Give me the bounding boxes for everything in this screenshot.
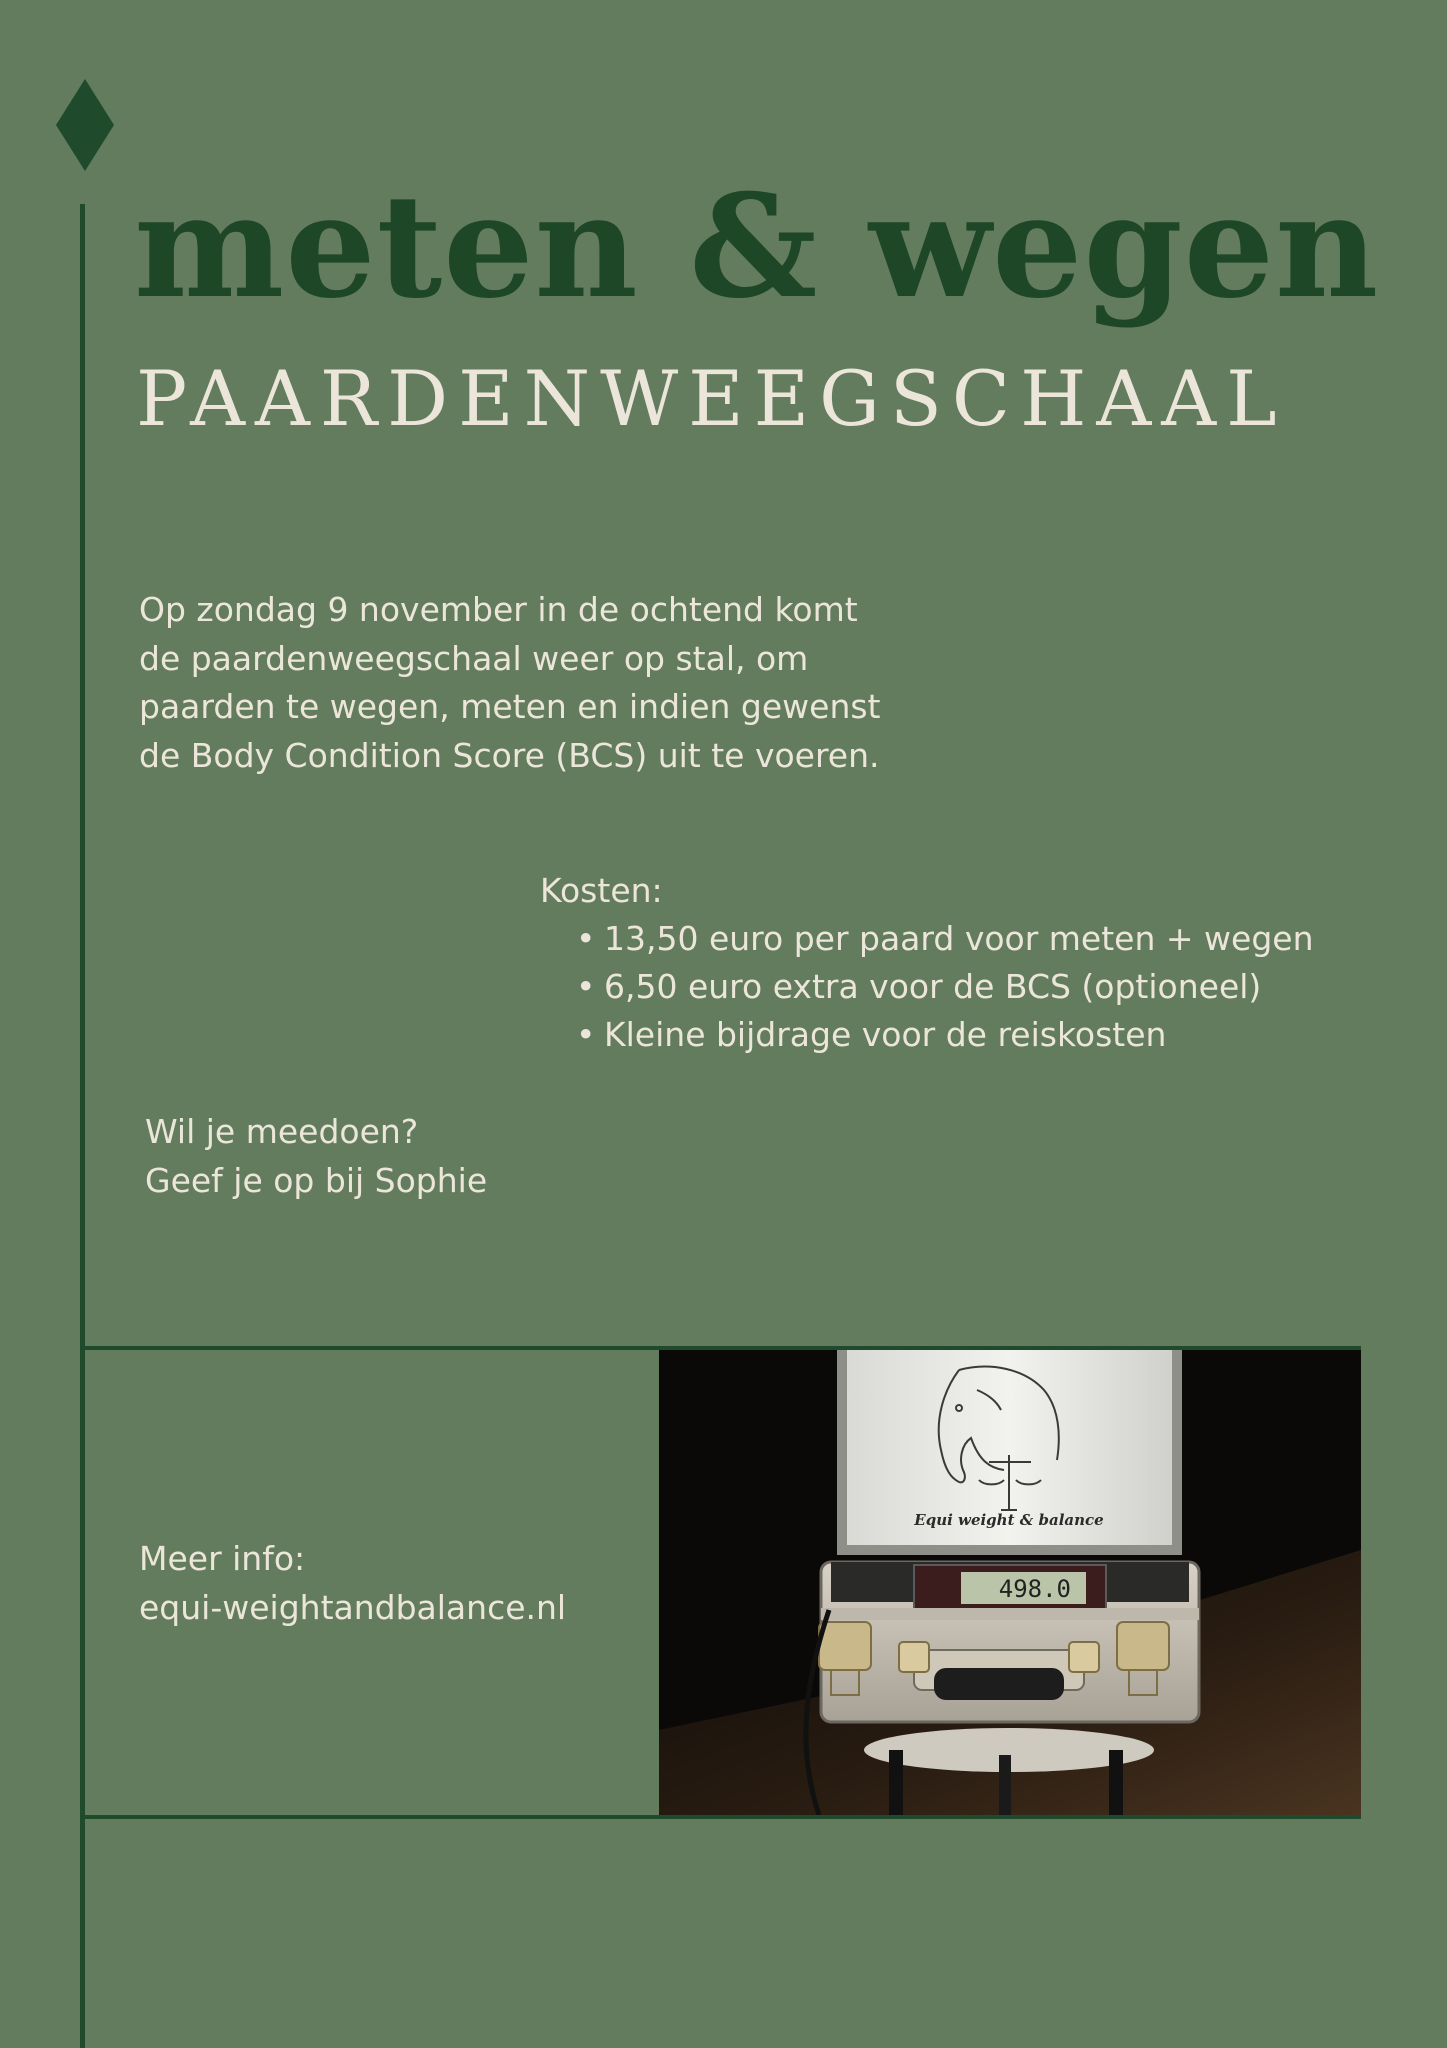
bullet-icon: • xyxy=(576,1015,596,1054)
cost-item xyxy=(540,1011,1400,1059)
cost-item-text: 13,50 euro per paard voor meten + wegen xyxy=(604,919,1314,958)
bullet-icon: • xyxy=(576,967,596,1006)
logo-text: Equi weight & balance xyxy=(914,1511,1104,1529)
cost-item-text: Kleine bijdrage voor de reiskosten xyxy=(604,1015,1167,1054)
intro-paragraph xyxy=(139,586,959,780)
cost-item xyxy=(540,963,1400,1011)
scale-display-reading: 498.0 xyxy=(998,1575,1071,1603)
info-label: Meer info: xyxy=(139,1539,306,1578)
costs-section xyxy=(540,867,1400,1059)
page-title: meten & wegen xyxy=(134,164,1380,330)
costs-heading: Kosten: xyxy=(540,871,663,910)
intro-line: de paardenweegschaal weer op stal, om xyxy=(139,638,809,678)
diamond-ornament xyxy=(56,79,114,171)
cost-item xyxy=(540,915,1400,963)
scale-photo-illustration xyxy=(659,1350,1361,1815)
intro-line: paarden te wegen, meten en indien gewenst xyxy=(139,687,881,726)
horizontal-divider-bottom xyxy=(80,1815,1361,1819)
bullet-icon: • xyxy=(576,919,596,958)
page-subtitle: PAARDENWEEGSCHAAL xyxy=(136,354,1287,443)
vertical-divider-line xyxy=(80,204,85,2048)
signup-instruction: Geef je op bij Sophie xyxy=(145,1161,488,1200)
scale-photo xyxy=(659,1350,1361,1815)
intro-line: Op zondag 9 november in de ochtend komt xyxy=(139,590,858,629)
costs-list xyxy=(540,915,1400,1059)
website-link[interactable]: equi-weightandbalance.nl xyxy=(139,1588,567,1627)
cost-item-text: 6,50 euro extra voor de BCS (optioneel) xyxy=(604,967,1262,1006)
signup-section xyxy=(145,1107,487,1205)
info-section xyxy=(139,1534,566,1632)
signup-question: Wil je meedoen? xyxy=(145,1112,419,1151)
intro-line: de Body Condition Score (BCS) uit te voeren. xyxy=(139,735,880,775)
